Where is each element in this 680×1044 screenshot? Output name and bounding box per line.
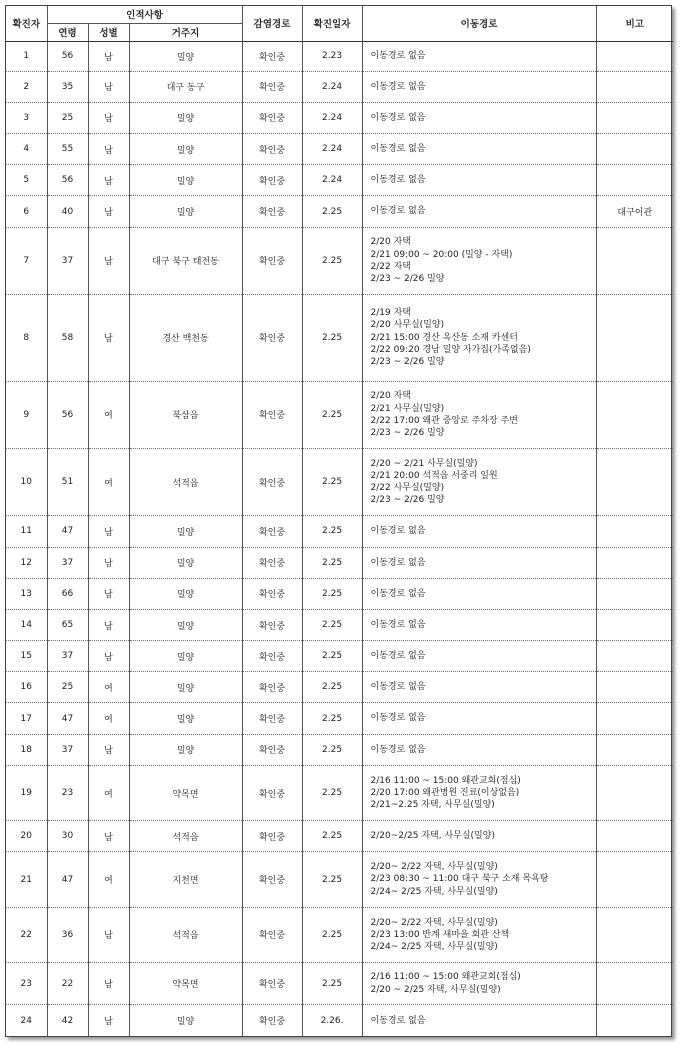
- case-residence: 약목면: [129, 963, 242, 1005]
- table-row: [6, 703, 673, 734]
- table-row: [6, 102, 673, 133]
- case-age: 37: [47, 734, 88, 765]
- case-number: 15: [6, 641, 47, 672]
- case-number: 1: [6, 41, 47, 71]
- movement-line: 2/24~ 2/25 자택, 사무실(밀양): [370, 941, 498, 952]
- case-age: 42: [47, 1005, 88, 1036]
- case-sex: 남: [88, 41, 129, 71]
- case-movement: [362, 102, 596, 133]
- case-confirm-date: 2.25: [302, 852, 362, 907]
- movement-line: 2/20 ~ 2/25 자택, 사무실(밀양): [370, 984, 501, 995]
- case-sex: 남: [88, 516, 129, 547]
- case-residence: 약목면: [129, 765, 242, 820]
- case-age: 66: [47, 578, 88, 609]
- movement-line: 2/22 17:00 왜관 중앙로 주차장 주변: [370, 415, 518, 426]
- movement-line: 이동경로 없음: [370, 588, 426, 599]
- case-remarks: [596, 295, 673, 382]
- case-number: 22: [6, 907, 47, 962]
- movement-line: 2/23 ~ 2/26 밀양: [370, 274, 445, 285]
- movement-line: 이동경로 없음: [370, 144, 426, 155]
- case-infection-route: 확인중: [242, 765, 302, 820]
- case-number: 16: [6, 672, 47, 703]
- case-movement: [362, 71, 596, 102]
- case-remarks: [596, 134, 673, 165]
- movement-line: 이동경로 없음: [370, 557, 426, 568]
- case-confirm-date: 2.25: [302, 547, 362, 578]
- case-rows: [6, 41, 673, 1036]
- case-infection-route: 확인중: [242, 295, 302, 382]
- case-remarks: [596, 852, 673, 907]
- case-number: 19: [6, 765, 47, 820]
- case-number: 7: [6, 227, 47, 294]
- case-age: 25: [47, 102, 88, 133]
- case-number: 12: [6, 547, 47, 578]
- case-residence: 석적읍: [129, 907, 242, 962]
- case-movement: [362, 821, 596, 852]
- case-remarks: [596, 227, 673, 294]
- case-age: 37: [47, 547, 88, 578]
- case-age: 56: [47, 165, 88, 196]
- movement-line: 2/20 사무실(밀양): [370, 320, 445, 331]
- case-sex: 남: [88, 547, 129, 578]
- movement-line: 이동경로 없음: [370, 81, 426, 92]
- confirmed-cases-table: [6, 6, 673, 1036]
- movement-line: 이동경로 없음: [370, 713, 426, 724]
- case-sex: 남: [88, 295, 129, 382]
- case-confirm-date: 2.23: [302, 41, 362, 71]
- case-residence: 밀양: [129, 196, 242, 227]
- case-infection-route: 확인중: [242, 71, 302, 102]
- case-residence: 밀양: [129, 672, 242, 703]
- table-row: [6, 852, 673, 907]
- case-sex: 남: [88, 907, 129, 962]
- case-movement: [362, 852, 596, 907]
- case-infection-route: 확인중: [242, 609, 302, 640]
- case-confirm-date: 2.24: [302, 165, 362, 196]
- case-confirm-date: 2.25: [302, 448, 362, 515]
- case-remarks: [596, 641, 673, 672]
- case-age: 47: [47, 852, 88, 907]
- movement-line: 2/20 ~ 2/21 사무실(밀양): [370, 458, 478, 469]
- case-confirm-date: 2.25: [302, 578, 362, 609]
- movement-line: 2/22 사무실(밀양): [370, 483, 445, 494]
- case-movement: [362, 227, 596, 294]
- movement-line: 2/20~ 2/22 자택, 사무실(밀양): [370, 862, 498, 873]
- case-remarks: [596, 578, 673, 609]
- table-row: [6, 672, 673, 703]
- case-number: 14: [6, 609, 47, 640]
- case-movement: [362, 134, 596, 165]
- case-age: 55: [47, 134, 88, 165]
- header-age: 연령: [47, 23, 88, 41]
- case-remarks: [596, 516, 673, 547]
- case-remarks: [596, 765, 673, 820]
- case-residence: 지천면: [129, 852, 242, 907]
- case-residence: 석적읍: [129, 448, 242, 515]
- movement-line: 2/20 자택: [370, 391, 411, 402]
- movement-line: 이동경로 없음: [370, 50, 426, 61]
- case-age: 35: [47, 71, 88, 102]
- movement-line: 2/23 08:30 ~ 11:00 대구 북구 소재 목욕탕: [370, 874, 549, 885]
- case-residence: 석적읍: [129, 821, 242, 852]
- table-row: [6, 734, 673, 765]
- header-personal-info: 인적사항: [47, 6, 242, 23]
- case-age: 47: [47, 703, 88, 734]
- case-sex: 여: [88, 765, 129, 820]
- case-age: 47: [47, 516, 88, 547]
- case-number: 10: [6, 448, 47, 515]
- case-confirm-date: 2.25: [302, 381, 362, 448]
- case-remarks: [596, 41, 673, 71]
- case-residence: 밀양: [129, 41, 242, 71]
- case-residence: 밀양: [129, 609, 242, 640]
- movement-line: 이동경로 없음: [370, 744, 426, 755]
- case-residence: 밀양: [129, 703, 242, 734]
- case-number: 4: [6, 134, 47, 165]
- case-confirm-date: 2.25: [302, 641, 362, 672]
- case-sex: 남: [88, 963, 129, 1005]
- case-sex: 남: [88, 102, 129, 133]
- case-infection-route: 확인중: [242, 134, 302, 165]
- movement-line: 2/20 자택: [370, 237, 411, 248]
- case-residence: 밀양: [129, 578, 242, 609]
- table-row: [6, 963, 673, 1005]
- case-residence: 북삼읍: [129, 381, 242, 448]
- case-confirm-date: 2.25: [302, 963, 362, 1005]
- case-remarks: [596, 1005, 673, 1036]
- case-number: 5: [6, 165, 47, 196]
- case-confirm-date: 2.25: [302, 609, 362, 640]
- case-table-frame: [5, 5, 672, 1037]
- case-infection-route: 확인중: [242, 547, 302, 578]
- case-movement: [362, 963, 596, 1005]
- case-infection-route: 확인중: [242, 227, 302, 294]
- case-residence: 밀양: [129, 134, 242, 165]
- table-row: [6, 165, 673, 196]
- case-sex: 남: [88, 134, 129, 165]
- case-number: 20: [6, 821, 47, 852]
- case-infection-route: 확인중: [242, 734, 302, 765]
- movement-line: 2/16 11:00 ~ 15:00 왜관교회(점심): [370, 972, 521, 983]
- case-infection-route: 확인중: [242, 852, 302, 907]
- case-movement: [362, 381, 596, 448]
- case-infection-route: 확인중: [242, 41, 302, 71]
- case-age: 25: [47, 672, 88, 703]
- case-movement: [362, 196, 596, 227]
- case-residence: 경산 백천동: [129, 295, 242, 382]
- header-movement: 이동경로: [362, 6, 596, 41]
- case-infection-route: 확인중: [242, 448, 302, 515]
- case-sex: 남: [88, 734, 129, 765]
- case-age: 37: [47, 227, 88, 294]
- case-residence: 밀양: [129, 165, 242, 196]
- case-movement: [362, 734, 596, 765]
- movement-line: 2/22 09:20 경남 밀양 자가집(가족없음): [370, 344, 531, 355]
- case-residence: 대구 북구 태전동: [129, 227, 242, 294]
- case-sex: 여: [88, 448, 129, 515]
- case-confirm-date: 2.24: [302, 71, 362, 102]
- movement-line: 2/20~ 2/22 자택, 사무실(밀양): [370, 917, 498, 928]
- case-number: 2: [6, 71, 47, 102]
- case-number: 18: [6, 734, 47, 765]
- case-number: 8: [6, 295, 47, 382]
- case-infection-route: 확인중: [242, 821, 302, 852]
- case-sex: 남: [88, 821, 129, 852]
- case-infection-route: 확인중: [242, 1005, 302, 1036]
- table-row: [6, 134, 673, 165]
- header-residence: 거주지: [129, 23, 242, 41]
- case-residence: 대구 동구: [129, 71, 242, 102]
- case-confirm-date: 2.24: [302, 134, 362, 165]
- movement-line: 2/22 자택: [370, 261, 411, 272]
- case-sex: 남: [88, 71, 129, 102]
- case-confirm-date: 2.25: [302, 516, 362, 547]
- case-remarks: [596, 547, 673, 578]
- case-movement: [362, 703, 596, 734]
- case-confirm-date: 2.26.: [302, 1005, 362, 1036]
- case-confirm-date: 2.25: [302, 295, 362, 382]
- table-row: [6, 765, 673, 820]
- case-infection-route: 확인중: [242, 102, 302, 133]
- table-row: [6, 641, 673, 672]
- movement-line: 이동경로 없음: [370, 619, 426, 630]
- movement-line: 이동경로 없음: [370, 206, 426, 217]
- case-age: 22: [47, 963, 88, 1005]
- table-row: [6, 71, 673, 102]
- case-infection-route: 확인중: [242, 381, 302, 448]
- case-confirm-date: 2.25: [302, 703, 362, 734]
- case-confirm-date: 2.25: [302, 765, 362, 820]
- table-row: [6, 448, 673, 515]
- case-sex: 남: [88, 1005, 129, 1036]
- table-row: [6, 41, 673, 71]
- case-residence: 밀양: [129, 734, 242, 765]
- case-movement: [362, 448, 596, 515]
- case-remarks: [596, 448, 673, 515]
- case-number: 11: [6, 516, 47, 547]
- table-row: [6, 578, 673, 609]
- case-confirm-date: 2.24: [302, 102, 362, 133]
- case-sex: 여: [88, 852, 129, 907]
- case-confirm-date: 2.25: [302, 672, 362, 703]
- case-sex: 여: [88, 703, 129, 734]
- case-number: 9: [6, 381, 47, 448]
- case-remarks: [596, 165, 673, 196]
- case-age: 37: [47, 641, 88, 672]
- movement-line: 이동경로 없음: [370, 526, 426, 537]
- movement-line: 2/23 ~ 2/26 밀양: [370, 427, 445, 438]
- movement-line: 2/21 15:00 경산 옥산동 소재 카센터: [370, 332, 518, 343]
- case-number: 23: [6, 963, 47, 1005]
- table-row: [6, 516, 673, 547]
- header-sex: 성별: [88, 23, 129, 41]
- case-age: 65: [47, 609, 88, 640]
- case-movement: [362, 41, 596, 71]
- movement-line: 2/21 사무실(밀양): [370, 403, 445, 414]
- case-residence: 밀양: [129, 1005, 242, 1036]
- case-movement: [362, 165, 596, 196]
- case-infection-route: 확인중: [242, 907, 302, 962]
- movement-line: 이동경로 없음: [370, 1015, 426, 1026]
- movement-line: 2/16 11:00 ~ 15:00 왜관교회(점심): [370, 775, 521, 786]
- case-movement: [362, 765, 596, 820]
- case-sex: 남: [88, 196, 129, 227]
- movement-line: 이동경로 없음: [370, 651, 426, 662]
- case-age: 36: [47, 907, 88, 962]
- movement-line: 2/21 20:00 석적읍 서중리 일원: [370, 470, 498, 481]
- movement-line: 이동경로 없음: [370, 682, 426, 693]
- case-remarks: [596, 907, 673, 962]
- header-remarks: 비고: [596, 6, 673, 41]
- movement-line: 2/20~2/25 자택, 사무실(밀양): [370, 831, 495, 842]
- movement-line: 2/21 09:00 ~ 20:00 (밀양 - 자택): [370, 249, 513, 260]
- case-remarks: 대구이관: [596, 196, 673, 227]
- case-number: 3: [6, 102, 47, 133]
- case-number: 17: [6, 703, 47, 734]
- table-row: [6, 295, 673, 382]
- case-infection-route: 확인중: [242, 578, 302, 609]
- case-sex: 여: [88, 381, 129, 448]
- case-residence: 밀양: [129, 547, 242, 578]
- case-infection-route: 확인중: [242, 963, 302, 1005]
- case-age: 56: [47, 41, 88, 71]
- table-row: [6, 547, 673, 578]
- case-age: 23: [47, 765, 88, 820]
- case-residence: 밀양: [129, 102, 242, 133]
- movement-line: 2/20 17:00 왜관병원 진료(이상없음): [370, 787, 520, 798]
- table-row: [6, 907, 673, 962]
- case-infection-route: 확인중: [242, 641, 302, 672]
- case-residence: 밀양: [129, 516, 242, 547]
- header-no: 확진자: [6, 6, 47, 41]
- case-confirm-date: 2.25: [302, 196, 362, 227]
- case-infection-route: 확인중: [242, 165, 302, 196]
- case-remarks: [596, 71, 673, 102]
- case-movement: [362, 578, 596, 609]
- movement-line: 2/23 ~ 2/26 밀양: [370, 495, 445, 506]
- case-sex: 남: [88, 227, 129, 294]
- case-number: 21: [6, 852, 47, 907]
- table-row: [6, 821, 673, 852]
- case-infection-route: 확인중: [242, 703, 302, 734]
- movement-line: 이동경로 없음: [370, 175, 426, 186]
- header-confirm-date: 확진일자: [302, 6, 362, 41]
- case-age: 51: [47, 448, 88, 515]
- case-remarks: [596, 734, 673, 765]
- table-row: [6, 1005, 673, 1036]
- case-confirm-date: 2.25: [302, 227, 362, 294]
- case-age: 56: [47, 381, 88, 448]
- movement-line: 2/19 자택: [370, 308, 411, 319]
- movement-line: 2/23 13:00 반계 새마을 회관 산책: [370, 929, 510, 940]
- case-remarks: [596, 609, 673, 640]
- movement-line: 2/23 ~ 2/26 밀양: [370, 357, 445, 368]
- movement-line: 2/24~ 2/25 자택, 사무실(밀양): [370, 886, 498, 897]
- case-movement: [362, 516, 596, 547]
- case-movement: [362, 609, 596, 640]
- table-row: [6, 381, 673, 448]
- case-remarks: [596, 381, 673, 448]
- case-movement: [362, 1005, 596, 1036]
- case-sex: 남: [88, 641, 129, 672]
- case-confirm-date: 2.25: [302, 907, 362, 962]
- table-row: [6, 609, 673, 640]
- table-row: [6, 196, 673, 227]
- movement-line: 이동경로 없음: [370, 112, 426, 123]
- header-infection-route: 감염경로: [242, 6, 302, 41]
- case-sex: 남: [88, 578, 129, 609]
- case-movement: [362, 295, 596, 382]
- case-infection-route: 확인중: [242, 516, 302, 547]
- case-movement: [362, 547, 596, 578]
- case-infection-route: 확인중: [242, 196, 302, 227]
- case-age: 40: [47, 196, 88, 227]
- case-movement: [362, 641, 596, 672]
- case-remarks: [596, 102, 673, 133]
- case-number: 6: [6, 196, 47, 227]
- case-remarks: [596, 963, 673, 1005]
- case-age: 58: [47, 295, 88, 382]
- table-row: [6, 227, 673, 294]
- case-confirm-date: 2.25: [302, 734, 362, 765]
- case-age: 30: [47, 821, 88, 852]
- case-movement: [362, 672, 596, 703]
- case-sex: 남: [88, 165, 129, 196]
- case-infection-route: 확인중: [242, 672, 302, 703]
- case-residence: 밀양: [129, 641, 242, 672]
- case-remarks: [596, 672, 673, 703]
- case-sex: 남: [88, 609, 129, 640]
- movement-line: 2/21~2.25 자택, 사무실(밀양): [370, 800, 495, 811]
- case-sex: 여: [88, 672, 129, 703]
- case-confirm-date: 2.25: [302, 821, 362, 852]
- case-remarks: [596, 821, 673, 852]
- case-number: 13: [6, 578, 47, 609]
- case-number: 24: [6, 1005, 47, 1036]
- case-remarks: [596, 703, 673, 734]
- case-movement: [362, 907, 596, 962]
